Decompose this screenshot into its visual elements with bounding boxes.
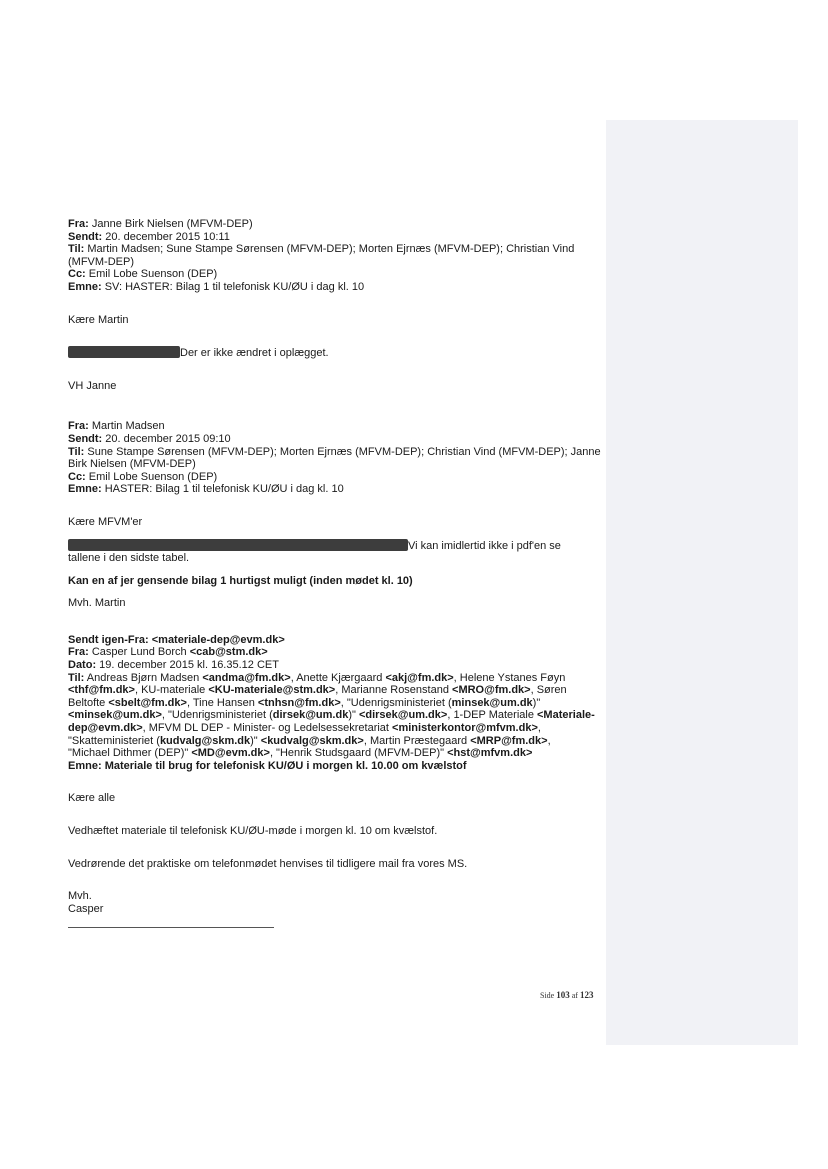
page-number: Side 103 af 123: [540, 990, 594, 1000]
recipient-name: )": [532, 696, 541, 709]
recipient-name: , "Udenrigsministeriet (: [161, 709, 273, 722]
email1-sent: Sendt: 20. december 2015 10:11: [68, 230, 230, 243]
recipient-email: <akj@fm.dk>: [385, 671, 454, 684]
email3-greeting: Kære alle: [68, 792, 116, 805]
recipient-name: ,: [547, 734, 551, 747]
email2-sent: Sendt: 20. december 2015 09:10: [68, 432, 231, 445]
signature-divider: [68, 927, 274, 928]
email1-to-cont: (MFVM-DEP): [68, 255, 134, 268]
email3-resent: Sendt igen-Fra: <materiale-dep@evm.dk>: [68, 633, 285, 646]
email1-body: Der er ikke ændret i oplægget.: [68, 346, 603, 360]
margin-shade: [606, 120, 798, 1045]
recipient-email: <MRO@fm.dk>: [452, 684, 531, 697]
recipient-name: , "Udenrigsministeriet (: [340, 696, 452, 709]
recipient-email: kudvalg@skm.dk: [159, 734, 251, 747]
recipient-email: <MRP@fm.dk>: [470, 734, 548, 747]
recipient-name: )": [250, 734, 261, 747]
email2-subject: Emne: HASTER: Bilag 1 til telefonisk KU/ØU i dag kl. 10: [68, 483, 344, 496]
recipient-name: "Skatteministeriet (: [68, 734, 160, 747]
recipient-name: "Michael Dithmer (DEP)": [68, 747, 192, 760]
recipient-name: Andreas Bjørn Madsen: [86, 671, 203, 684]
recipient-email: <tnhsn@fm.dk>: [257, 696, 341, 709]
email1-subject: Emne: SV: HASTER: Bilag 1 til telefonisk KU/ØU i dag kl. 10: [68, 280, 365, 293]
recipient-email: <andma@fm.dk>: [202, 671, 291, 684]
recipient-line: [68, 697, 603, 710]
recipient-name: , Søren: [530, 684, 567, 697]
recipient-line: [68, 672, 603, 685]
email2-request: Kan en af jer gensende bilag 1 hurtigst muligt (inden mødet kl. 10): [68, 574, 413, 587]
recipient-line: [68, 735, 603, 748]
recipient-line: [68, 747, 603, 760]
email2-greeting: Kære MFVM'er: [68, 515, 143, 528]
recipient-line: [68, 684, 603, 697]
redaction-bar: [68, 539, 408, 551]
redaction-bar: [68, 346, 180, 358]
email1-cc: Cc: Emil Lobe Suenson (DEP): [68, 268, 218, 281]
recipient-email: <hst@mfvm.dk>: [447, 747, 533, 760]
email2-cc: Cc: Emil Lobe Suenson (DEP): [68, 470, 218, 483]
email3-body2: Vedrørende det praktiske om telefonmødet henvises til tidligere mail fra vores MS.: [68, 857, 468, 870]
recipient-name: ,: [537, 722, 541, 735]
recipient-name: , Anette Kjærgaard: [290, 671, 386, 684]
recipient-email: <thf@fm.dk>: [68, 684, 135, 697]
email2-body: Vi kan imidlertid ikke i pdf'en se: [68, 539, 603, 553]
email3-subject: Emne: Materiale til brug for telefonisk KU/ØU i morgen kl. 10.00 om kvælstof: [68, 759, 467, 772]
recipient-email: <ministerkontor@mfvm.dk>: [392, 722, 538, 735]
recipient-name: , Martin Præstegaard: [363, 734, 471, 747]
recipient-name: , Marianne Rosenstand: [335, 684, 453, 697]
recipient-name: )": [348, 709, 359, 722]
email2-to-cont: Birk Nielsen (MFVM-DEP): [68, 458, 196, 471]
email1-signoff: VH Janne: [68, 379, 117, 392]
recipient-name: , "Henrik Studsgaard (MFVM-DEP)": [269, 747, 448, 760]
recipient-name: , 1-DEP Materiale: [447, 709, 537, 722]
recipient-email: <minsek@um.dk>: [68, 709, 162, 722]
recipient-line: [68, 709, 603, 722]
email2-from: Fra: Martin Madsen: [68, 420, 165, 433]
email1-to: Til: Martin Madsen; Sune Stampe Sørensen (MFVM-DEP); Morten Ejrnæs (MFVM-DEP); Christian Vind: [68, 243, 575, 256]
email1-greeting: Kære Martin: [68, 313, 129, 326]
recipient-email: dep@evm.dk>: [68, 722, 143, 735]
email3-signoff1: Mvh.: [68, 890, 92, 903]
email3-from: Fra: Casper Lund Borch <cab@stm.dk>: [68, 646, 268, 659]
recipient-name: Beltofte: [68, 696, 109, 709]
recipient-email: <KU-materiale@stm.dk>: [208, 684, 336, 697]
recipient-email: <MD@evm.dk>: [191, 747, 270, 760]
email3-date: Dato: 19. december 2015 kl. 16.35.12 CET: [68, 659, 279, 672]
recipient-name: , KU-materiale: [134, 684, 209, 697]
email3-recipients: [68, 672, 603, 760]
recipient-name: , Helene Ystanes Føyn: [453, 671, 566, 684]
recipient-name: , Tine Hansen: [186, 696, 258, 709]
recipient-email: <kudvalg@skm.dk>: [260, 734, 364, 747]
email3-signoff2: Casper: [68, 902, 104, 915]
recipient-name: , MFVM DL DEP - Minister- og Ledelsessekretariat: [142, 722, 393, 735]
email-thread: [68, 218, 603, 915]
to-label: Til:: [68, 671, 85, 684]
email2-signoff: Mvh. Martin: [68, 597, 126, 610]
recipient-email: <sbelt@fm.dk>: [108, 696, 187, 709]
recipient-email: <Materiale-: [537, 709, 595, 722]
recipient-email: minsek@um.dk: [451, 696, 533, 709]
email1-from: Fra: Janne Birk Nielsen (MFVM-DEP): [68, 218, 253, 230]
email2-body-cont: tallene i den sidste tabel.: [68, 552, 190, 565]
recipient-email: dirsek@um.dk: [272, 709, 349, 722]
email2-to: Til: Sune Stampe Sørensen (MFVM-DEP); Morten Ejrnæs (MFVM-DEP); Christian Vind (MFVM-DEP); Janne: [68, 445, 601, 458]
recipient-email: <dirsek@um.dk>: [358, 709, 448, 722]
recipient-line: [68, 722, 603, 735]
email3-body1: Vedhæftet materiale til telefonisk KU/ØU-møde i morgen kl. 10 om kvælstof.: [68, 825, 438, 837]
